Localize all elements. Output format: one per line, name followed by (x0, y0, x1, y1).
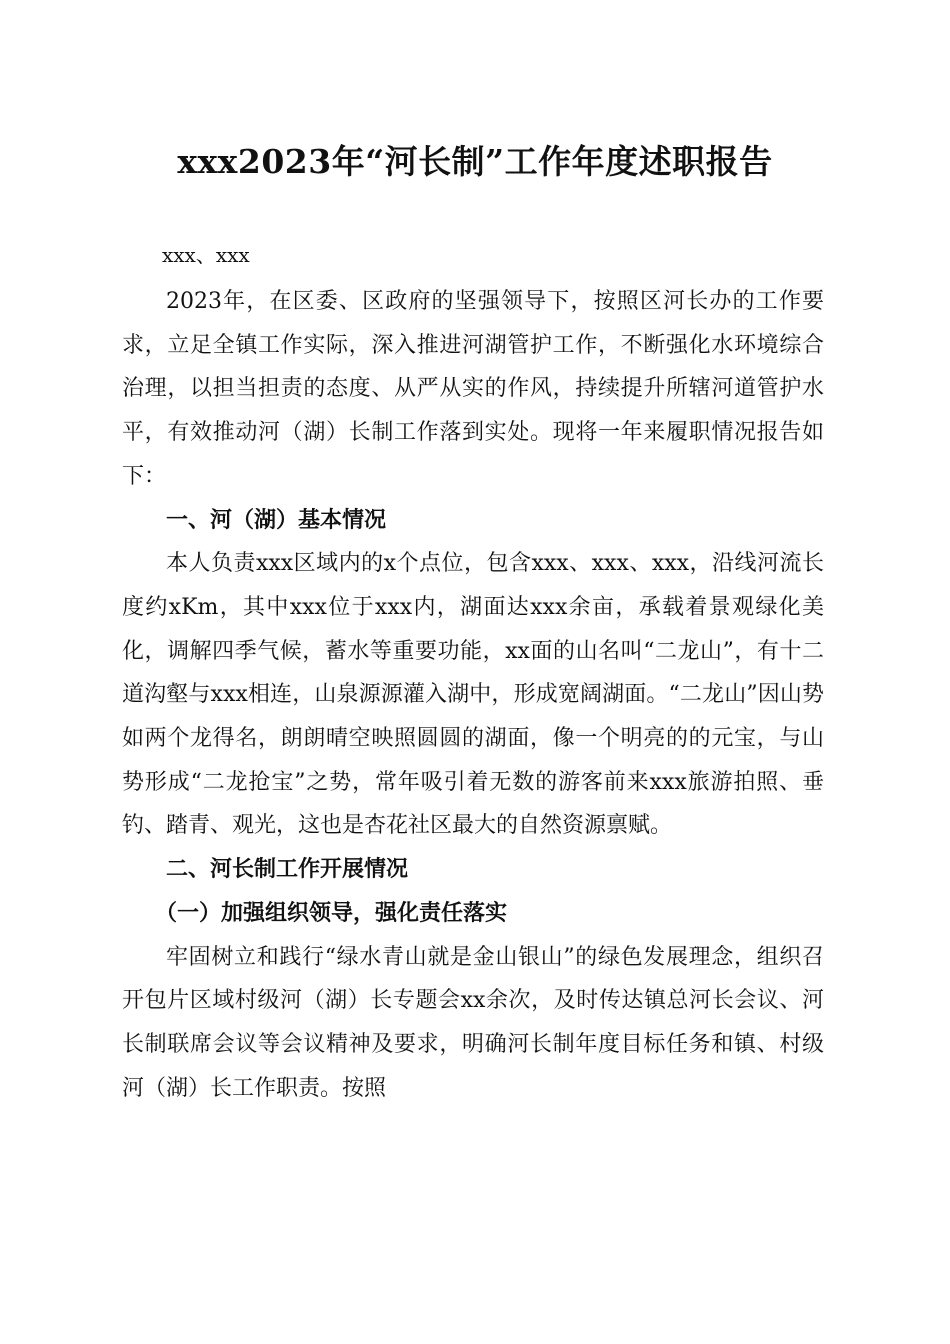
intro-paragraph: 2023年，在区委、区政府的坚强领导下，按照区河长办的工作要求，立足全镇工作实际，深入推进河湖管护工作，不断强化水环境综合治理，以担当担责的态度、从严从实的作风，持续提升所辖河道管护水平，有效推动河（湖）长制工作落到实处。现将一年来履职情况报告如下： (122, 289, 824, 489)
organization-paragraph: 牢固树立和践行“绿水青山就是金山银山”的绿色发展理念，组织召开包片区域村级河（湖）长专题会xx余次，及时传达镇总河长会议、河长制联席会议等会议精神及要求，明确河长制年度目标任务和镇、村级河（湖）长工作职责。按照 (122, 944, 824, 1101)
author-line: xxx、xxx (162, 243, 250, 267)
document-body (122, 236, 824, 1110)
basic-info-paragraph: 本人负责xxx区域内的x个点位，包含xxx、xxx、xxx，沿线河流长度约xKm，其中xxx位于xxx内，湖面达xxx余亩，承载着景观绿化美化，调解四季气候，蓄水等重要功能，xx面的山名叫“二龙山”，有十二道沟壑与xxx相连，山泉源源灌入湖中，形成宽阔湖面。“二龙山”因山势如两个龙得名，朗朗晴空映照圆圆的湖面，像一个明亮的的元宝，与山势形成“二龙抢宝”之势，常年吸引着无数的游客前来xxx旅游拍照、垂钓、踏青、观光，这也是杏花社区最大的自然资源禀赋。 (122, 551, 824, 839)
section-heading-work-progress: 二、河长制工作开展情况 (166, 857, 409, 883)
section-heading-basic-info: 一、河（湖）基本情况 (166, 507, 387, 533)
subsection-heading-organization: （一）加强组织领导，强化责任落实 (155, 899, 508, 926)
document-title: xxx2023年“河长制”工作年度述职报告 (177, 142, 773, 181)
